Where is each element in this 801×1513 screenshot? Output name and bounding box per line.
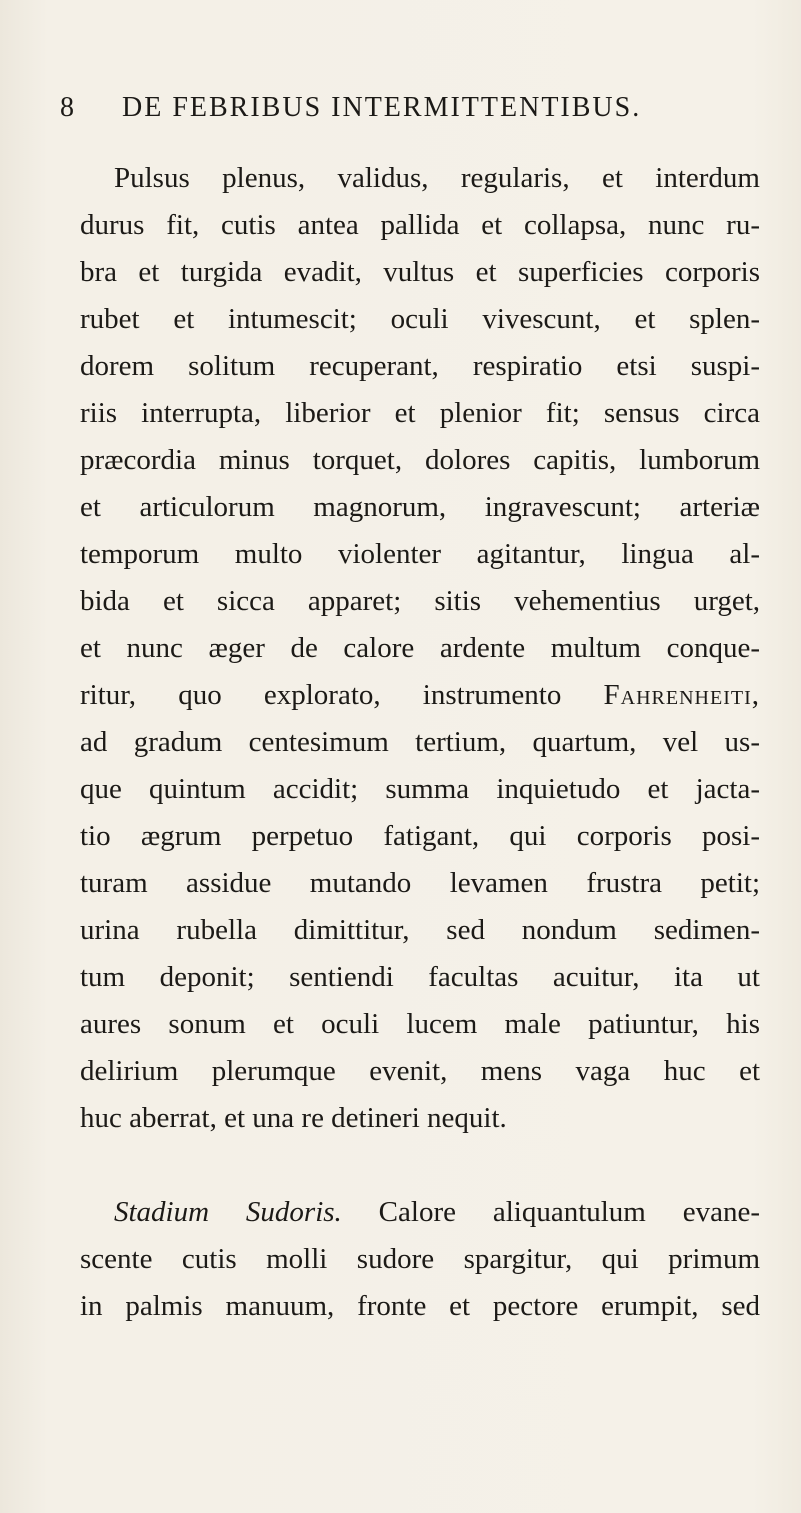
text-line [80, 672, 760, 719]
text-line: rubet et intumescit; oculi vivescunt, et splen- [80, 303, 760, 335]
text-line: turam assidue mutando levamen frustra petit; [80, 867, 760, 899]
text-line: delirium plerumque evenit, mens vaga huc et [80, 1055, 760, 1087]
text-line: præcordia minus torquet, dolores capitis, lumborum [80, 444, 760, 476]
text-line: et nunc æger de calore ardente multum conque- [80, 632, 760, 664]
text-line [80, 1189, 760, 1236]
text-line: tum deponit; sentiendi facultas acuitur, ita ut [80, 961, 760, 993]
text-line: bida et sicca apparet; sitis vehementius urget, [80, 585, 760, 617]
body-text [80, 155, 760, 1330]
running-title: DE FEBRIBUS INTERMITTENTIBUS. [122, 92, 642, 123]
fahrenheit-name: Fahrenheiti, [603, 679, 760, 711]
text-line: riis interrupta, liberior et plenior fit; sensus circa [80, 397, 760, 429]
running-head [60, 88, 760, 128]
text-line: dorem solitum recuperant, respiratio etsi suspi- [80, 350, 760, 382]
text-line-start: ritur, quo explorato, instrumento [80, 679, 604, 711]
text-line: temporum multo violenter agitantur, lingua al- [80, 538, 760, 570]
text-line: bra et turgida evadit, vultus et superficies corporis [80, 256, 760, 288]
paragraph-end-line: huc aberrat, et una re detineri nequit. [80, 1102, 507, 1134]
page-number: 8 [60, 92, 74, 123]
text-line-rest: Calore aliquantulum evane- [341, 1196, 761, 1228]
text-line: in palmis manuum, fronte et pectore erumpit, sed [80, 1290, 760, 1322]
text-line: que quintum accidit; summa inquietudo et jacta- [80, 773, 760, 805]
text-line: Pulsus plenus, validus, regularis, et interdum [114, 162, 760, 194]
text-line: durus fit, cutis antea pallida et collapsa, nunc ru- [80, 209, 760, 241]
section-heading-stadium-sudoris: Stadium Sudoris. [114, 1196, 342, 1228]
text-line: aures sonum et oculi lucem male patiuntur, his [80, 1008, 760, 1040]
text-line: tio ægrum perpetuo fatigant, qui corporis posi- [80, 820, 760, 852]
text-line: urina rubella dimittitur, sed nondum sedimen- [80, 914, 760, 946]
paragraph-gap [80, 1142, 760, 1189]
text-line: scente cutis molli sudore spargitur, qui primum [80, 1243, 760, 1275]
text-line: et articulorum magnorum, ingravescunt; arteriæ [80, 491, 760, 523]
text-line: ad gradum centesimum tertium, quartum, vel us- [80, 726, 760, 758]
